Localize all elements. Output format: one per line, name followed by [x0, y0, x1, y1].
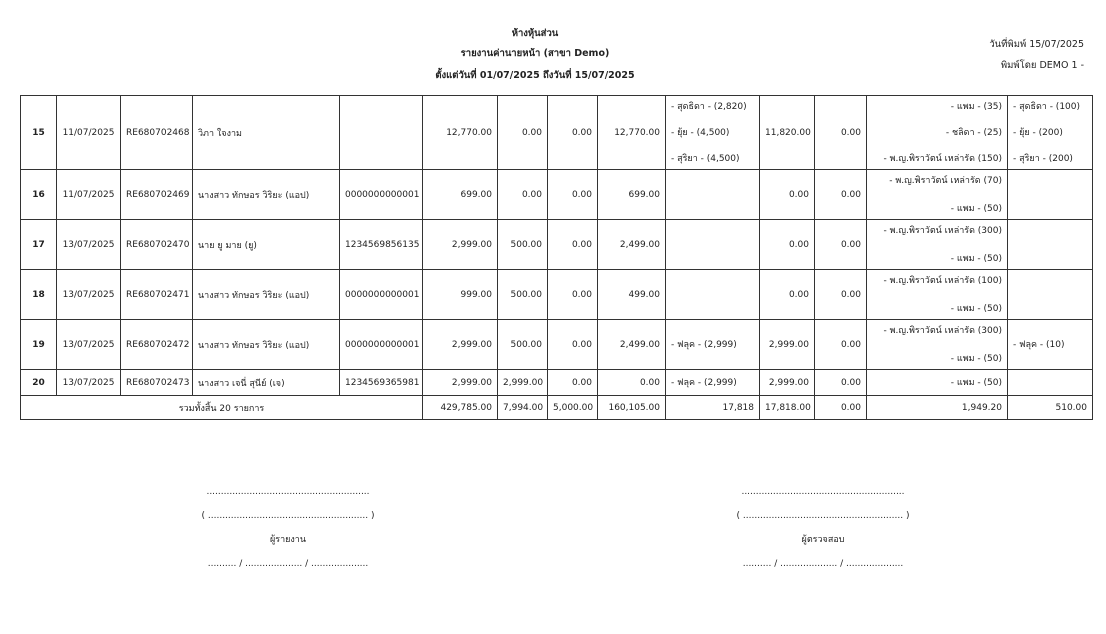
- row-discount: 0.00: [548, 96, 598, 170]
- row-discount: 0.00: [548, 370, 598, 396]
- totals-commission-amount: 17,818.00: [760, 396, 815, 420]
- row-doctor-commission: [867, 270, 1008, 320]
- table-row: [21, 370, 1093, 396]
- row-staff-commission-line: - สุริยา - (200): [1013, 153, 1073, 164]
- row-date: 11/07/2025: [57, 96, 121, 170]
- row-deposit: 0.00: [498, 96, 548, 170]
- row-staff-commission: [1008, 220, 1093, 270]
- row-total: 2,999.00: [423, 370, 498, 396]
- row-doctor-commission-line: - ชลิดา - (25): [945, 127, 1002, 138]
- row-total: 12,770.00: [423, 96, 498, 170]
- row-doctor-commission-line: - แพม - (50): [950, 377, 1002, 388]
- row-discount: 0.00: [548, 270, 598, 320]
- row-doctor-commission: [867, 96, 1008, 170]
- row-staff-commission: [1008, 270, 1093, 320]
- row-commission-amount: 0.00: [760, 220, 815, 270]
- row-sales-commission: [666, 320, 760, 370]
- row-customer-id: 1234569856135: [340, 220, 423, 270]
- row-customer-id: 1234569365981: [340, 370, 423, 396]
- table-row: [21, 96, 1093, 170]
- row-sales-commission-line: - ยุ้ย - (4,500): [671, 127, 730, 138]
- table-row: [21, 270, 1093, 320]
- row-commission-amount: 0.00: [760, 270, 815, 320]
- row-total: 2,999.00: [423, 220, 498, 270]
- checker-date-line: .......... / .................... / ....................: [742, 559, 904, 569]
- row-staff-commission-line: - ยุ้ย - (200): [1013, 127, 1063, 138]
- commission-table: [20, 95, 1093, 420]
- row-doctor-commission-line: - แพม - (50): [950, 203, 1002, 214]
- totals-net: 160,105.00: [598, 396, 666, 420]
- row-sales-commission: [666, 170, 760, 220]
- row-staff-commission: [1008, 170, 1093, 220]
- row-commission-extra: 0.00: [815, 170, 867, 220]
- row-commission-amount: 0.00: [760, 170, 815, 220]
- printed-by: พิมพ์โดย DEMO 1 -: [1000, 60, 1084, 71]
- row-customer-name: นาย ยู มาย (ยู): [193, 220, 340, 270]
- row-staff-commission-line: - ฟลุค - (10): [1013, 339, 1065, 350]
- row-net: 12,770.00: [598, 96, 666, 170]
- reporter-signature: [198, 480, 378, 576]
- reporter-label: ผู้รายงาน: [269, 535, 307, 545]
- totals-staff-commission: 510.00: [1008, 396, 1093, 420]
- row-staff-commission: [1008, 320, 1093, 370]
- checker-label: ผู้ตรวจสอบ: [801, 535, 845, 545]
- row-number: 16: [21, 170, 57, 220]
- row-customer-id: 0000000000001: [340, 170, 423, 220]
- row-net: 2,499.00: [598, 320, 666, 370]
- reporter-name-line: ( ........................................................ ): [201, 511, 375, 521]
- row-net: 2,499.00: [598, 220, 666, 270]
- row-document-no: RE680702471: [121, 270, 193, 320]
- row-commission-extra: 0.00: [815, 370, 867, 396]
- row-number: 18: [21, 270, 57, 320]
- row-document-no: RE680702472: [121, 320, 193, 370]
- row-commission-amount: 2,999.00: [760, 320, 815, 370]
- row-doctor-commission-line: - พ.ญ.พิราวัตน์ เหล่ารัด (100): [883, 275, 1002, 286]
- row-deposit: 2,999.00: [498, 370, 548, 396]
- row-customer-name: นางสาว ทักษอร วิริยะ (แอป): [193, 270, 340, 320]
- row-doctor-commission-line: - แพม - (35): [950, 101, 1002, 112]
- checker-sign-line: .........................................................: [741, 487, 905, 497]
- row-doctor-commission-line: - พ.ญ.พิราวัตน์ เหล่ารัด (70): [889, 175, 1002, 186]
- row-date: 13/07/2025: [57, 270, 121, 320]
- row-total: 999.00: [423, 270, 498, 320]
- row-number: 15: [21, 96, 57, 170]
- reporter-date-line: .......... / .................... / ....................: [207, 559, 369, 569]
- row-sales-commission: [666, 270, 760, 320]
- totals-discount: 5,000.00: [548, 396, 598, 420]
- row-net: 0.00: [598, 370, 666, 396]
- row-deposit: 500.00: [498, 270, 548, 320]
- row-commission-amount: 2,999.00: [760, 370, 815, 396]
- row-commission-extra: 0.00: [815, 96, 867, 170]
- row-commission-extra: 0.00: [815, 320, 867, 370]
- row-date: 11/07/2025: [57, 170, 121, 220]
- row-customer-name: นางสาว เจนี่ สุนีย์ (เจ): [193, 370, 340, 396]
- totals-row: [21, 396, 1093, 420]
- row-customer-name: วิภา ใจงาม: [193, 96, 340, 170]
- row-sales-commission-line: - สุดธิดา - (2,820): [671, 101, 747, 112]
- totals-total: 429,785.00: [423, 396, 498, 420]
- row-doctor-commission-line: - พ.ญ.พิราวัตน์ เหล่ารัด (150): [883, 153, 1002, 164]
- row-doctor-commission-line: - พ.ญ.พิราวัตน์ เหล่ารัด (300): [883, 225, 1002, 236]
- row-customer-id: 0000000000001: [340, 320, 423, 370]
- row-sales-commission: [666, 370, 760, 396]
- row-discount: 0.00: [548, 220, 598, 270]
- row-doctor-commission-line: - แพม - (50): [950, 353, 1002, 364]
- row-doctor-commission-line: - แพม - (50): [950, 253, 1002, 264]
- reporter-sign-line: .........................................................: [206, 487, 370, 497]
- report-period: ตั้งแต่วันที่ 01/07/2025 ถึงวันที่ 15/07/2025: [435, 70, 635, 81]
- row-sales-commission-line: - ฟลุค - (2,999): [671, 339, 737, 350]
- row-customer-id: [340, 96, 423, 170]
- row-sales-commission-line: - ฟลุค - (2,999): [671, 377, 737, 388]
- company-name: ห้างหุ้นส่วน: [511, 28, 559, 39]
- row-doctor-commission: [867, 370, 1008, 396]
- row-date: 13/07/2025: [57, 370, 121, 396]
- totals-commission-extra: 0.00: [815, 396, 867, 420]
- row-customer-id: 0000000000001: [340, 270, 423, 320]
- row-document-no: RE680702468: [121, 96, 193, 170]
- report-title: รายงานค่านายหน้า (สาขา Demo): [460, 48, 610, 59]
- row-deposit: 0.00: [498, 170, 548, 220]
- totals-label: รวมทั้งสิ้น 20 รายการ: [21, 396, 423, 420]
- row-doctor-commission-line: - พ.ญ.พิราวัตน์ เหล่ารัด (300): [883, 325, 1002, 336]
- row-doctor-commission: [867, 320, 1008, 370]
- table-row: [21, 320, 1093, 370]
- row-deposit: 500.00: [498, 320, 548, 370]
- row-total: 2,999.00: [423, 320, 498, 370]
- row-doctor-commission: [867, 170, 1008, 220]
- row-commission-extra: 0.00: [815, 270, 867, 320]
- row-sales-commission: [666, 96, 760, 170]
- table-row: [21, 220, 1093, 270]
- row-deposit: 500.00: [498, 220, 548, 270]
- row-doctor-commission-line: - แพม - (50): [950, 303, 1002, 314]
- row-total: 699.00: [423, 170, 498, 220]
- row-date: 13/07/2025: [57, 220, 121, 270]
- row-customer-name: นางสาว ทักษอร วิริยะ (แอป): [193, 170, 340, 220]
- row-document-no: RE680702473: [121, 370, 193, 396]
- totals-sales-commission: 17,818: [666, 396, 760, 420]
- row-commission-extra: 0.00: [815, 220, 867, 270]
- row-discount: 0.00: [548, 320, 598, 370]
- row-document-no: RE680702469: [121, 170, 193, 220]
- row-number: 17: [21, 220, 57, 270]
- table-row: [21, 170, 1093, 220]
- row-customer-name: นางสาว ทักษอร วิริยะ (แอป): [193, 320, 340, 370]
- totals-doctor-commission: 1,949.20: [867, 396, 1008, 420]
- row-commission-amount: 11,820.00: [760, 96, 815, 170]
- row-number: 20: [21, 370, 57, 396]
- row-discount: 0.00: [548, 170, 598, 220]
- checker-signature: [733, 480, 913, 576]
- row-staff-commission: [1008, 96, 1093, 170]
- row-date: 13/07/2025: [57, 320, 121, 370]
- row-doctor-commission: [867, 220, 1008, 270]
- row-document-no: RE680702470: [121, 220, 193, 270]
- row-sales-commission-line: - สุริยา - (4,500): [671, 153, 740, 164]
- checker-name-line: ( ........................................................ ): [736, 511, 910, 521]
- row-staff-commission-line: - สุดธิดา - (100): [1013, 101, 1081, 112]
- row-net: 699.00: [598, 170, 666, 220]
- totals-deposit: 7,994.00: [498, 396, 548, 420]
- row-staff-commission: [1008, 370, 1093, 396]
- row-net: 499.00: [598, 270, 666, 320]
- print-date: วันที่พิมพ์ 15/07/2025: [989, 39, 1084, 50]
- row-number: 19: [21, 320, 57, 370]
- row-sales-commission: [666, 220, 760, 270]
